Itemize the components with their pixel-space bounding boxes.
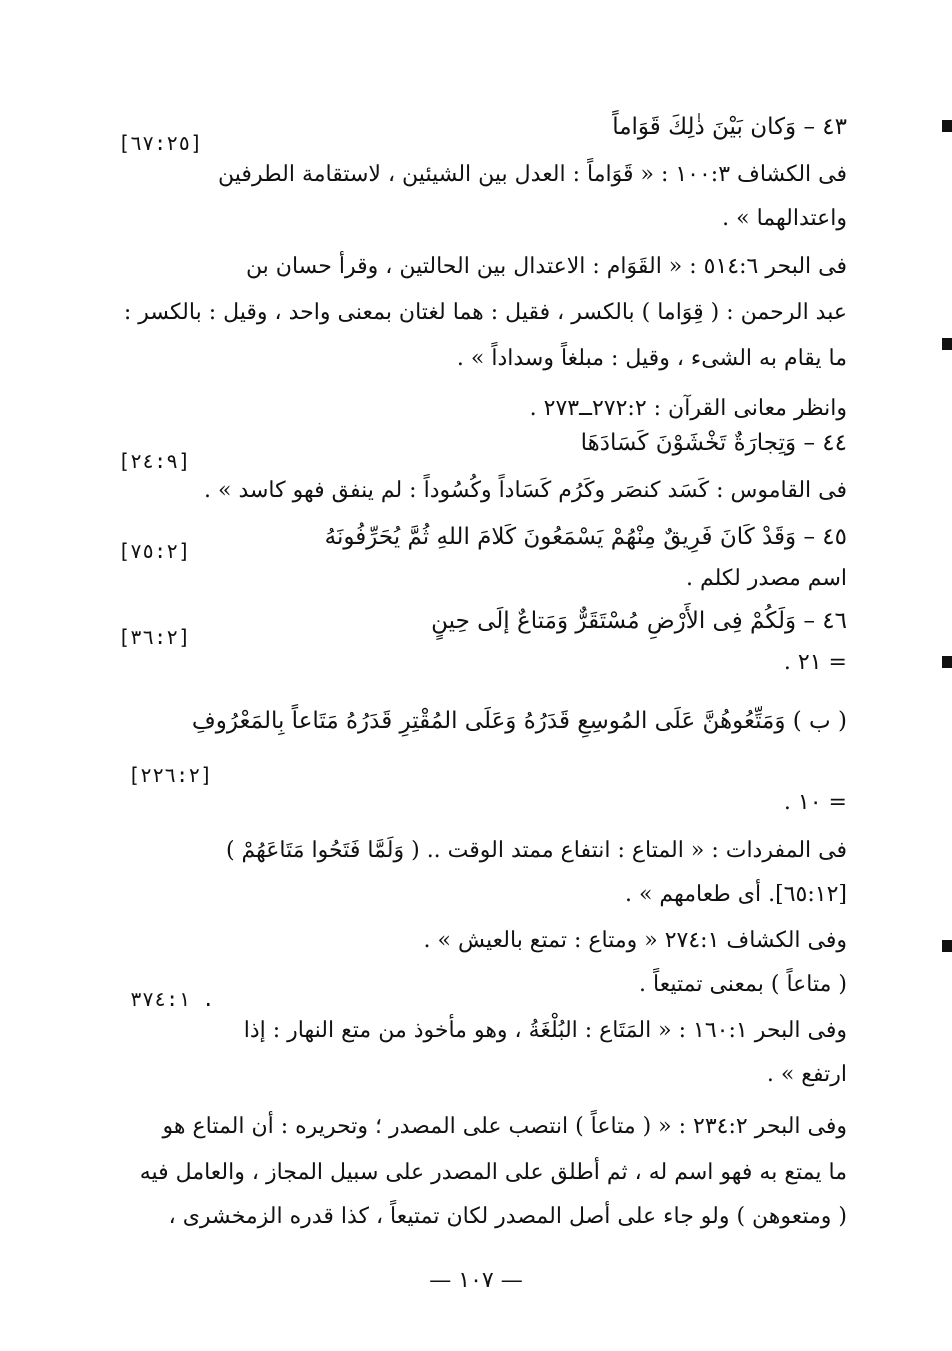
edge-mark	[942, 656, 952, 668]
edge-mark	[942, 120, 952, 132]
entry-46-line-5: وفى البحر ١٦٠:١ : « المَتَاع : البُلْغَةُ ، وهو مأخوذ من متع النهار : إذا	[243, 1018, 847, 1043]
entry-46-line-3: وفى الكشاف ٢٧٤:١ « ومتاع : تمتع بالعيش » .	[423, 928, 847, 953]
edge-mark	[942, 338, 952, 350]
entry-45-line-1: اسم مصدر لكلم .	[686, 566, 847, 591]
entry-46-occurrence-count: = ٢١ .	[783, 650, 847, 675]
entry-43-line-3: فى البحر ٥١٤:٦ : « القَوَام : الاعتدال بين الحالتين ، وقرأ حسان بن	[245, 254, 847, 279]
entry-46-line-9: ( ومتعوهن ) ولو جاء على أصل المصدر لكان تمتيعاً ، كذا قدره الزمخشرى ،	[168, 1204, 847, 1229]
entry-43-line-5: ما يقام به الشىء ، وقيل : مبلغاً وسداداً » .	[456, 346, 847, 371]
entry-43-line-1: فى الكشاف ١٠٠:٣ : « قَوَاماً : العدل بين الشيئين ، لاستقامة الطرفين	[218, 162, 847, 187]
entry-46b-verse: ( ب ) وَمَتِّعُوهُنَّ عَلَى المُوسِعِ قَدَرُهُ وَعَلَى المُقْتِرِ قَدَرُهُ مَتَاعاً بِالمَعْرُوفِ	[191, 708, 847, 734]
page-number: — ١٠٧ —	[429, 1268, 523, 1293]
entry-46-side-reference: ٣٧٤:١ .	[130, 987, 215, 1011]
entry-43-line-2: واعتدالهما » .	[722, 206, 847, 231]
entry-46-reference: [٣٦:٢]	[118, 625, 191, 649]
entry-45-heading: ٤٥ – وَقَدْ كَانَ فَرِيقٌ مِنْهُمْ يَسْمَعُونَ كَلامَ اللهِ ثُمَّ يُحَرِّفُونَهُ	[324, 524, 847, 550]
entry-46b-occurrence-count: = ١٠ .	[783, 790, 847, 815]
entry-46-line-8: ما يمتع به فهو اسم له ، ثم أطلق على المصدر على سبيل المجاز ، والعامل فيه	[139, 1160, 847, 1185]
entry-46-line-7: وفى البحر ٢٣٤:٢ : « ( متاعاً ) انتصب على المصدر ؛ وتحريره : أن المتاع هو	[162, 1114, 847, 1139]
entry-43-heading: ٤٣ – وَكان بَيْنَ ذٰلِكَ قَوَاماً	[612, 114, 847, 140]
entry-46-line-4: ( متاعاً ) بمعنى تمتيعاً .	[639, 972, 847, 997]
entry-44-heading: ٤٤ – وَتِجارَةٌ تَخْشَوْنَ كَسَادَهَا	[580, 430, 847, 456]
entry-46-heading: ٤٦ – وَلَكُمْ فِى الأَرْضِ مُسْتَقَرٌّ وَمَتاعٌ إلَى حِينٍ	[431, 608, 847, 634]
edge-mark	[942, 940, 952, 952]
entry-46-line-6: ارتفع » .	[766, 1062, 847, 1087]
entry-43-line-6: وانظر معانى القرآن : ٢٧٢:٢ــ٢٧٣ .	[529, 396, 847, 421]
entry-46-line-2: [٦٥:١٢]. أى طعامهم » .	[624, 882, 847, 907]
entry-44-line-1: فى القاموس : كَسَد كنصَر وكَرُم كَسَاداً وكُسُوداً : لم ينفق فهو كاسد » .	[204, 478, 847, 503]
entry-46b-reference: [٢٢٦:٢]	[128, 763, 213, 787]
entry-46-line-1: فى المفردات : « المتاع : انتفاع ممتد الوقت .. ( وَلَمَّا فَتَحُوا مَتَاعَهُمْ )	[225, 838, 847, 863]
entry-43-reference: [٦٧:٢٥]	[118, 131, 203, 155]
entry-44-reference: [٢٤:٩]	[118, 449, 191, 473]
entry-45-reference: [٧٥:٢]	[118, 539, 191, 563]
entry-43-line-4: عبد الرحمن : ( قِوَاما ) بالكسر ، فقيل : هما لغتان بمعنى واحد ، وقيل : بالكسر :	[123, 300, 847, 325]
